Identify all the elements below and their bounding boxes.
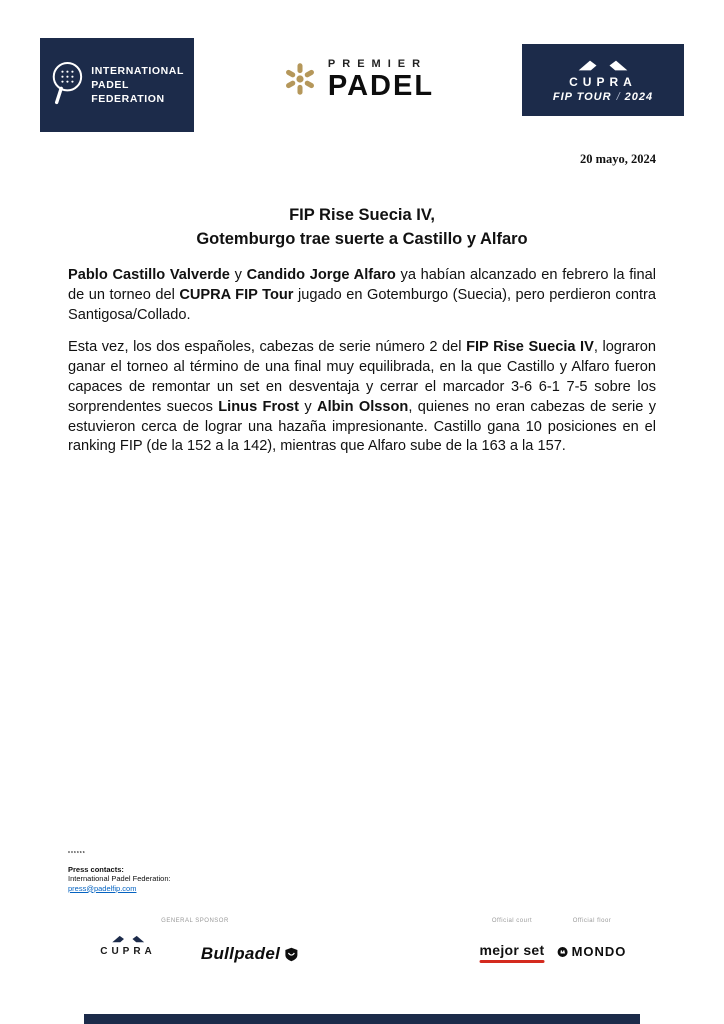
fip-tour-year: 2024 [624,90,654,103]
mondo-label: MONDO [571,944,627,959]
padel-racket-icon [50,54,83,116]
press-contacts-label: Press contacts: [68,864,124,874]
paragraph-2: Esta vez, los dos españoles, cabezas de serie número 2 del FIP Rise Suecia IV, lograron ganar el torneo al término de una final muy equilibrada, en la que Castillo y Alfaro fueron capaces de remontar un set en desventaja y cerrar el marcador 3-6 6-1 7-5 sobre los sorprendentes suecos Linus Frost y Albin Olsson, quienes no eran cabezas de serie y estuvieron cerca de lograr una hazaña impresionante. Castillo gana 10 posiciones en el ranking FIP (de la 152 a la 142), mientras que Alfaro sube de la 163 a la 157. [68,339,656,455]
title-line-1: FIP Rise Suecia IV, [289,206,435,224]
tiny-mark: ****** [68,851,86,857]
bullpadel-label: Bullpadel [200,944,281,963]
page-title [68,203,656,251]
premier-padel-wordmark [328,58,434,100]
cupra-badge-icon [577,58,629,73]
bullpadel-shield-icon [284,947,299,962]
padel-label: PADEL [327,70,435,102]
fip-tour-line [553,91,653,103]
mejorset-label: mejor set [479,942,545,958]
cupra-sponsor-logo [100,934,156,957]
header [40,38,684,132]
press-email-link[interactable]: press@padelfip.com [68,883,137,893]
ipf-line-1: INTERNATIONAL [91,65,184,77]
premier-label: PREMIER [327,58,428,70]
sponsor-strip [68,918,656,978]
mondo-globe-icon [558,947,568,957]
bullpadel-sponsor-logo [201,944,299,964]
official-floor-label: Official floor [572,918,612,924]
press-contacts [68,850,171,893]
cupra-badge-dark-icon [111,934,145,944]
cupra-brand-label: CUPRA [569,74,637,89]
official-court-label: Official court [491,918,533,924]
title-line-2: Gotemburgo trae suerte a Castillo y Alfaro [196,230,528,248]
paragraph-1: Pablo Castillo Valverde y Candido Jorge Alfaro ya habían alcanzado en febrero la final de un torneo del CUPRA FIP Tour jugado en Gotemburgo (Suecia), pero perdieron contra Santigosa/Collado. [68,267,657,323]
ipf-line-2: PADEL [91,79,130,91]
cupra-fip-tour-logo [522,44,684,116]
mejorset-red-underline [480,960,545,963]
fip-tour-divider: / [616,90,620,103]
ipf-logo-text [91,64,184,106]
bottom-navy-bar [84,1014,640,1024]
premier-padel-icon [282,61,318,97]
document-date: 20 mayo, 2024 [579,152,656,166]
ipf-logo [40,38,194,132]
press-contacts-org: International Padel Federation: [68,874,171,883]
mejorset-sponsor-logo [480,942,545,963]
fip-tour-label: FIP TOUR [552,90,612,103]
premier-padel-logo [282,58,434,100]
ipf-line-3: FEDERATION [91,93,165,105]
general-sponsor-label: GENERAL SPONSOR [161,918,229,924]
article-body [68,266,656,470]
cupra-sponsor-label: CUPRA [100,946,156,957]
mondo-sponsor-logo [558,944,627,959]
